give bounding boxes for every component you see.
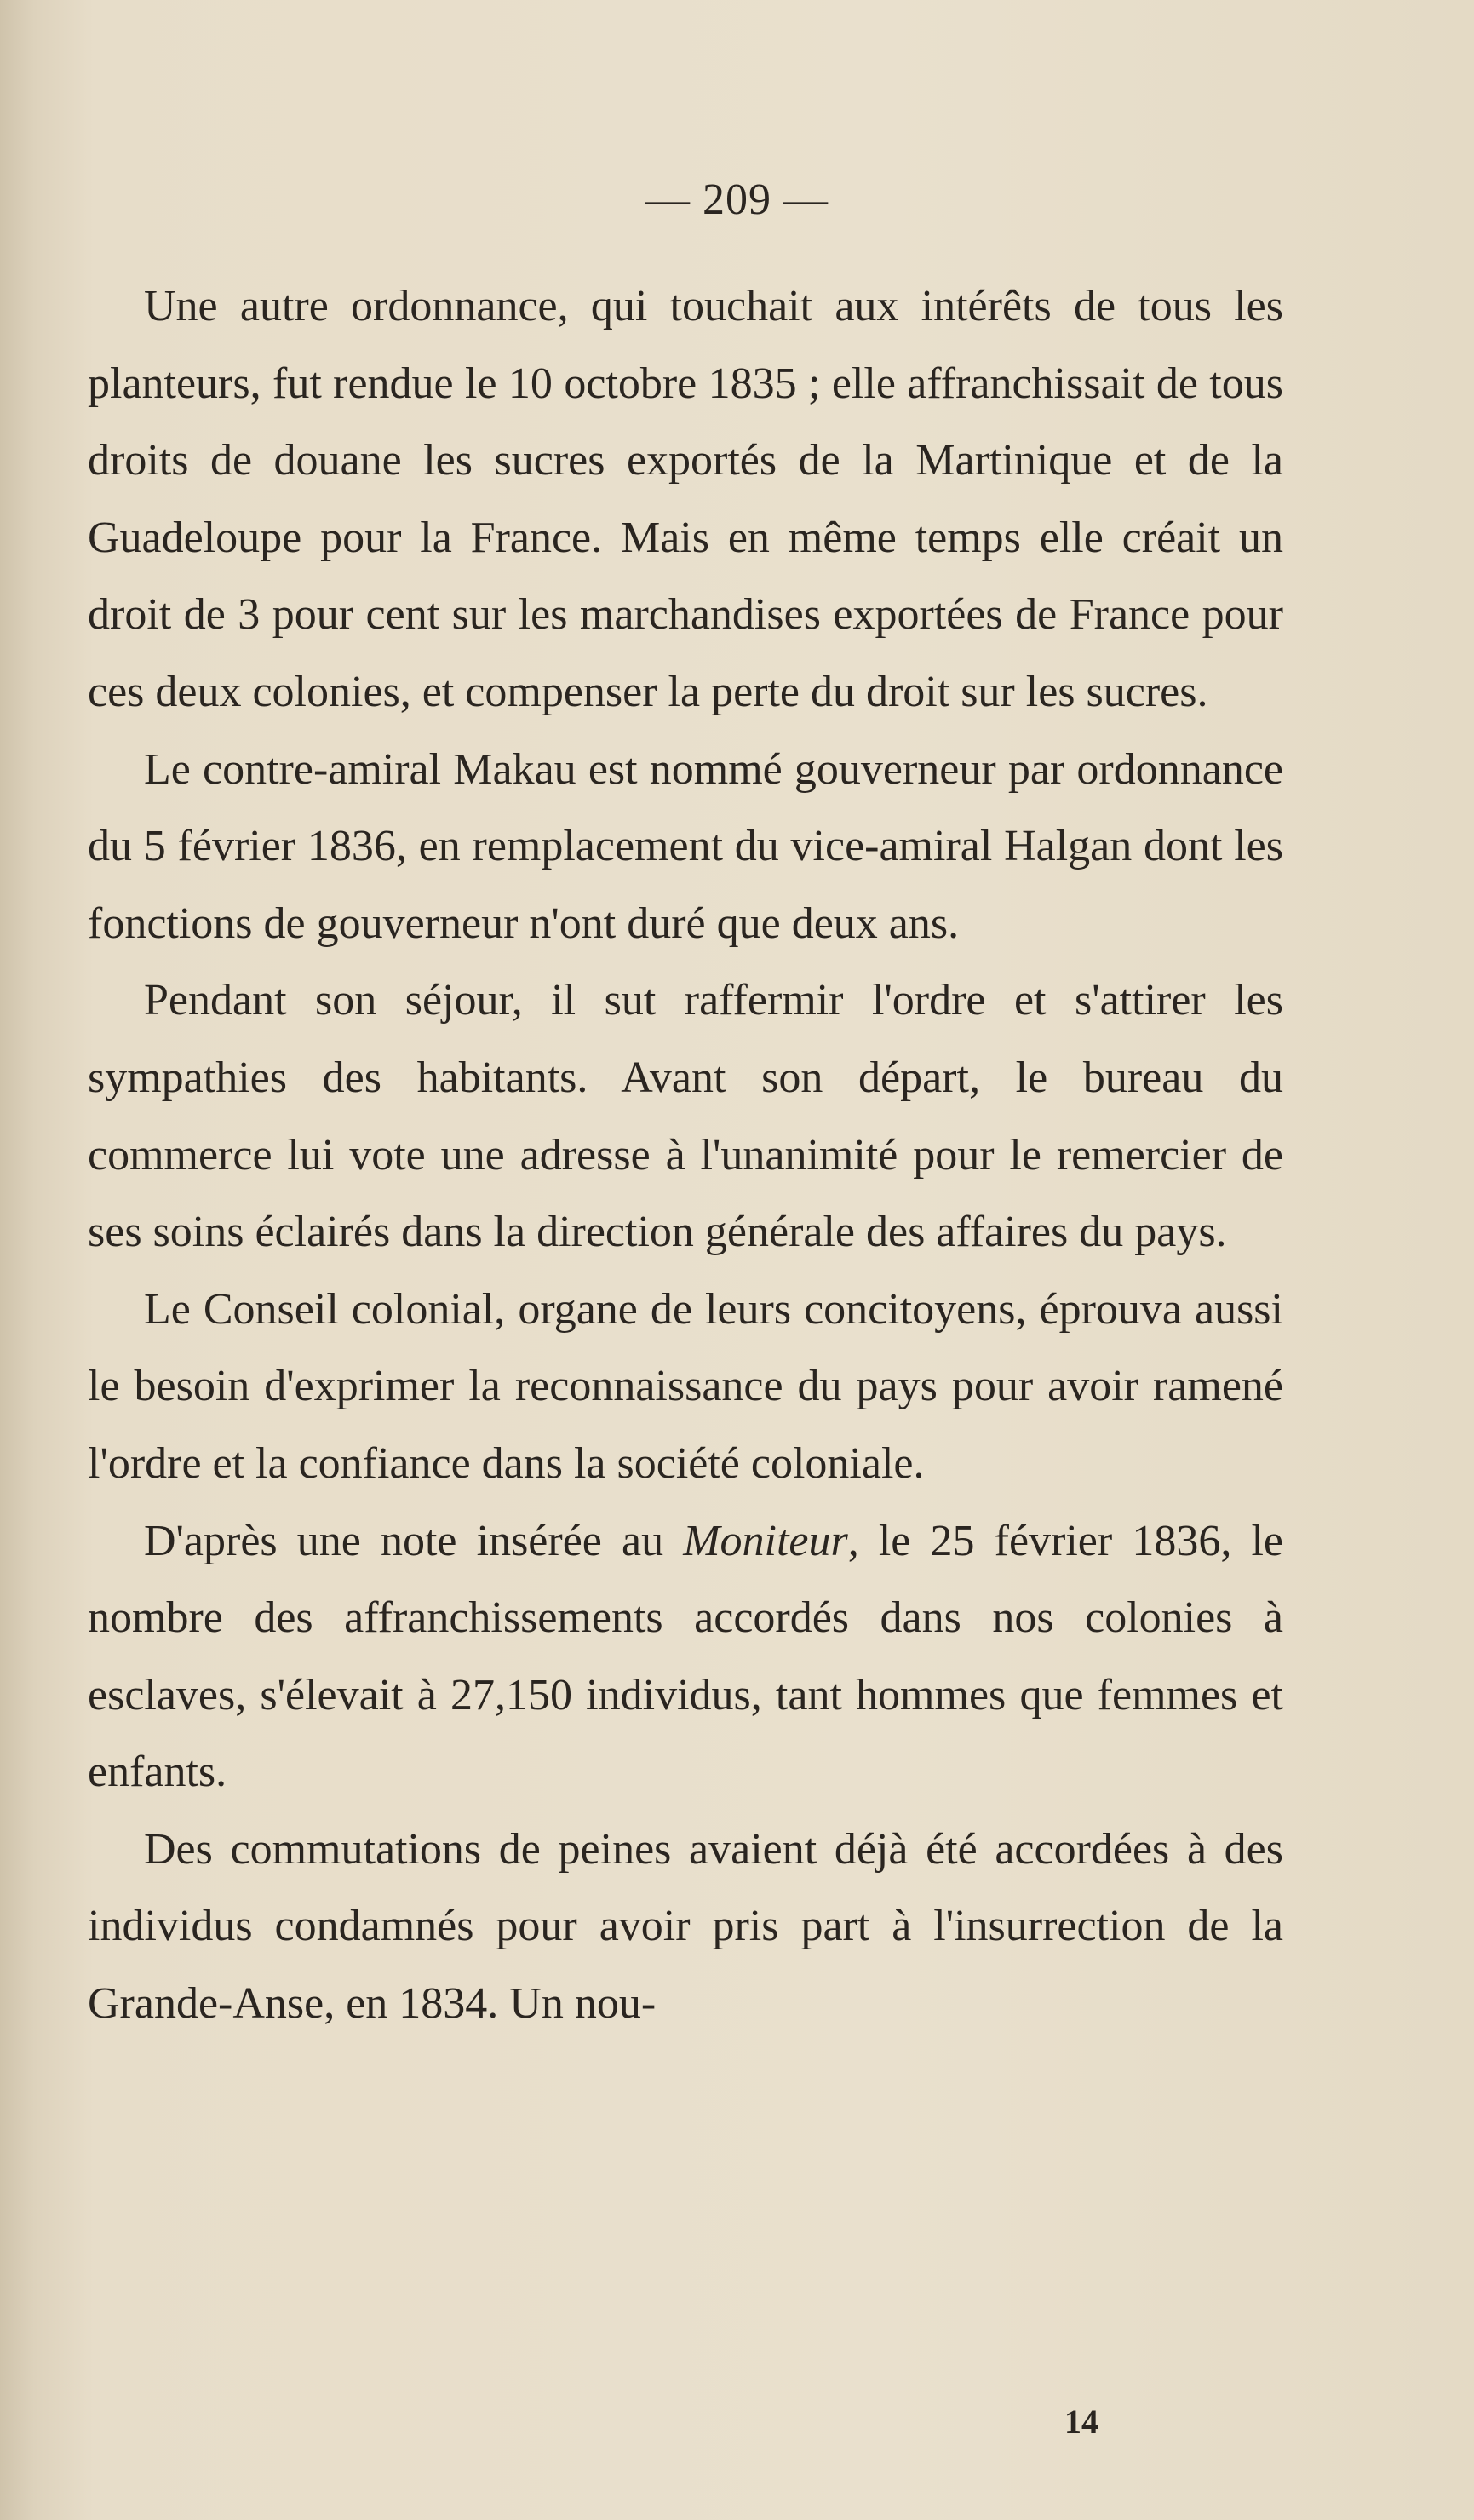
paragraph-1: Une autre ordonnance, qui touchait aux intérêts de tous les planteurs, fut rendue le 10 octobre 1835 ; elle affranchissait de tous droits de douane les sucres exportés de la Martinique et de la Guadeloupe pour la France. Mais en même temps elle créait un droit de 3 pour cent sur les marchandises exportées de France pour ces deux colonies, et compenser la perte du droit sur les sucres. <box>88 282 1283 716</box>
paragraph-3: Pendant son séjour, il sut raffermir l'ordre et s'attirer les sympathies des habitants. Avant son départ, le bureau du commerce lui vote une adresse à l'unanimité pour le remercier de ses soins éclairés dans la direction générale des affaires du pays. <box>88 976 1283 1257</box>
paragraph-4: Le Conseil colonial, organe de leurs concitoyens, éprouva aussi le besoin d'exprimer la reconnaissance du pays pour avoir ramené l'ordre et la confiance dans la société coloniale. <box>88 1284 1283 1488</box>
paragraph-5-start: D'après une note insérée au <box>144 1516 684 1565</box>
signature-mark: 14 <box>1064 2402 1098 2441</box>
page-body <box>88 268 1283 2043</box>
paragraph-5 <box>88 1503 1283 1811</box>
paragraph-2: Le contre-amiral Makau est nommé gouverneur par ordonnance du 5 février 1836, en remplacement du vice-amiral Halgan dont les fonctions de gouverneur n'ont duré que deux ans. <box>88 744 1283 948</box>
paragraph-5-end: , le 25 février 1836, le nombre des affranchissements accordés dans nos colonies à esclaves, s'élevait à 27,150 individus, tant hommes que femmes et enfants. <box>88 1516 1283 1797</box>
moniteur-title: Moniteur <box>683 1516 848 1565</box>
page-header: — 209 — <box>645 175 829 224</box>
paragraph-6: Des commutations de peines avaient déjà été accordées à des individus condamnés pour avoir pris part à l'insurrection de la Grande-Anse, en 1834. Un nou- <box>88 1824 1283 2029</box>
